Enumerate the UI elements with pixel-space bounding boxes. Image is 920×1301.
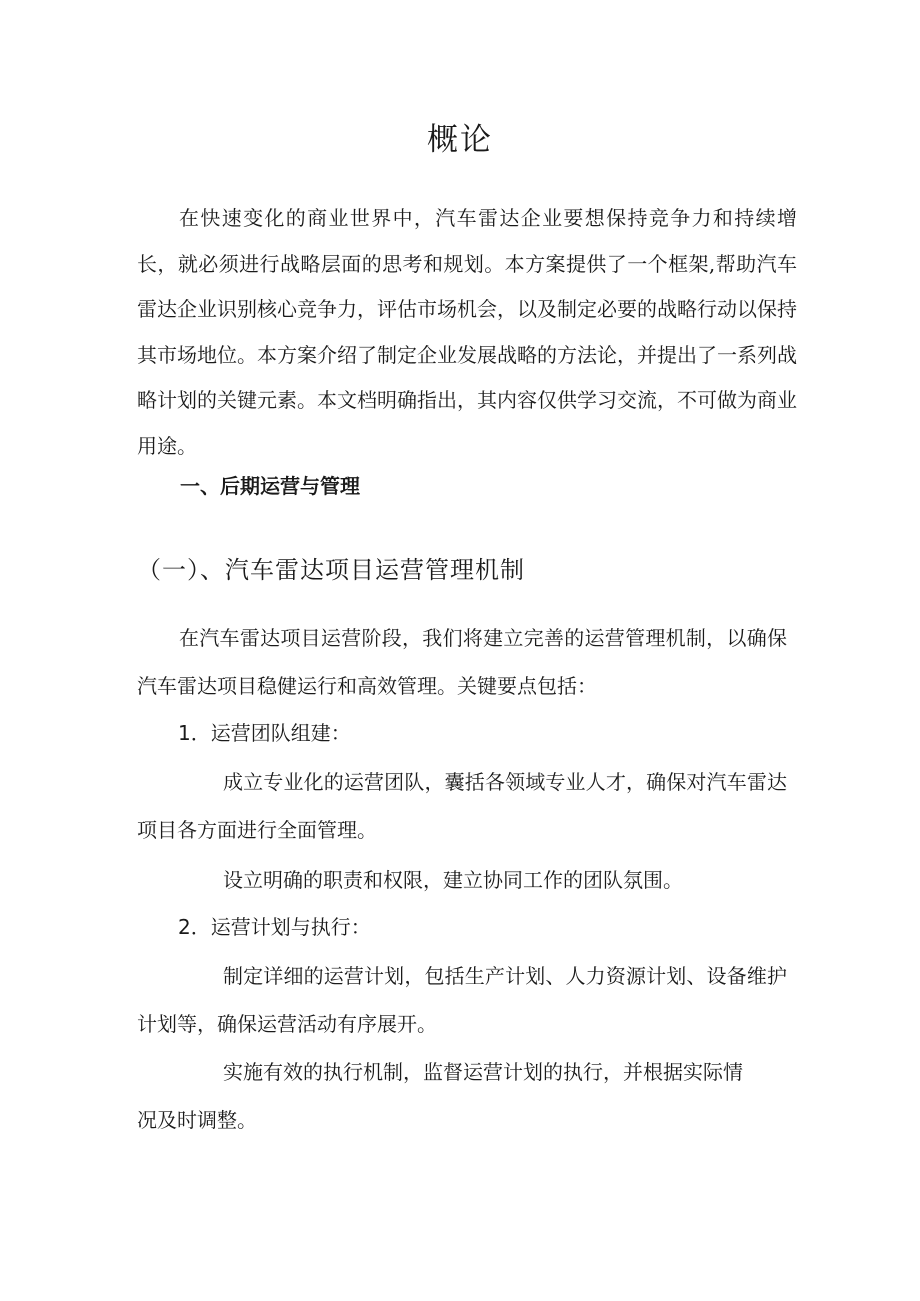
intro-paragraph: 在快速变化的商业世界中，汽车雷达企业要想保持竞争力和持续增长，就必须进行战略层面的思考和规划。本方案提供了一个框架,帮助汽车雷达企业识别核心竞争力，评估市场机会，以及制定必要的战略行动以保持其市场地位。本方案介绍了制定企业发展战略的方法论，并提出了一系列战略计划的关键元素。本文档明确指出，其内容仅供学习交流，不可做为商业用途。 bbox=[137, 206, 797, 458]
list-item-2-point-2: 实施有效的执行机制，监督运营计划的执行，并根据实际情况及时调整。 bbox=[137, 1060, 743, 1132]
subsection-heading: （一）、汽车雷达项目运营管理机制 bbox=[137, 556, 525, 584]
list-item-2-point-1: 制定详细的运营计划，包括生产计划、人力资源计划、设备维护计划等，确保运营活动有序展开。 bbox=[137, 964, 787, 1036]
subsection-intro-paragraph: 在汽车雷达项目运营阶段，我们将建立完善的运营管理机制，以确保汽车雷达项目稳健运行和高效管理。关键要点包括： bbox=[137, 626, 787, 698]
section-heading: 一、后期运营与管理 bbox=[180, 474, 360, 498]
list-item-label-1: 1．运营团队组建： bbox=[178, 721, 351, 745]
list-item-1-point-1: 成立专业化的运营团队，囊括各领域专业人才，确保对汽车雷达项目各方面进行全面管理。 bbox=[137, 770, 787, 842]
list-item-1-point-2: 设立明确的职责和权限，建立协同工作的团队氛围。 bbox=[223, 868, 683, 892]
page-title: 概论 bbox=[427, 122, 493, 158]
list-item-label-2: 2．运营计划与执行： bbox=[178, 915, 371, 939]
